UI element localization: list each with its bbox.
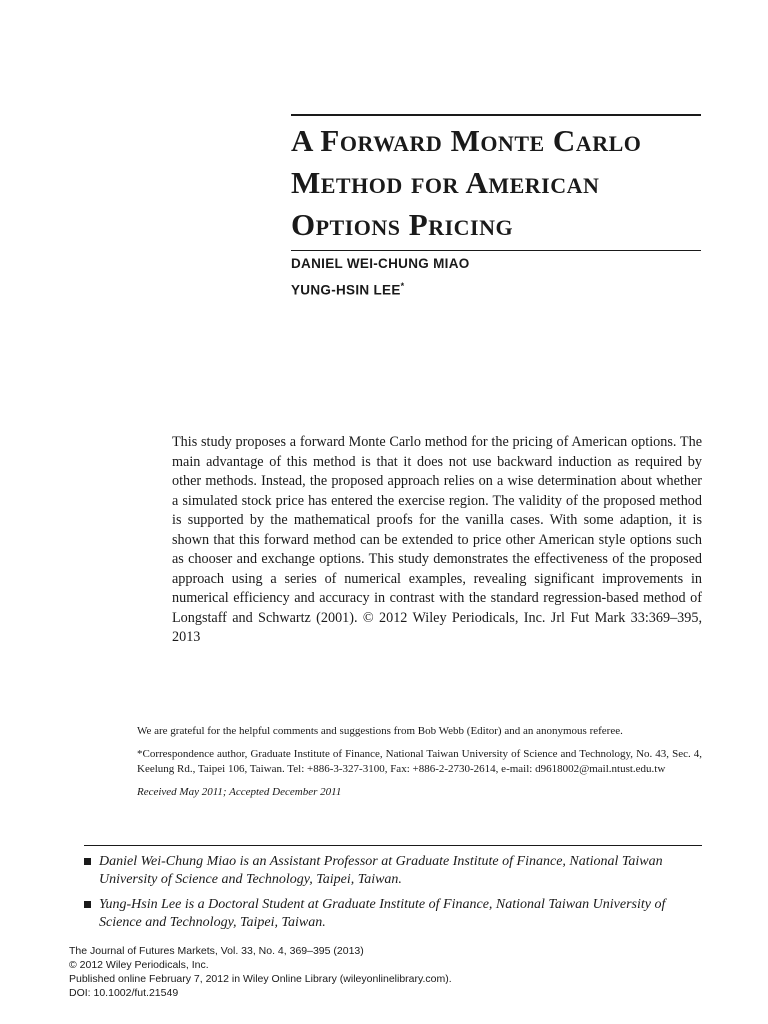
correspondence-mark: * bbox=[400, 281, 405, 291]
article-title bbox=[291, 120, 701, 246]
bio-divider bbox=[84, 845, 702, 846]
author-bios bbox=[84, 853, 702, 939]
title-line-1: A Forward Monte Carlo bbox=[291, 123, 642, 158]
author-second-name: YUNG-HSIN LEE bbox=[291, 282, 401, 298]
abstract: This study proposes a forward Monte Carlo method for the pricing of American options. The main advantage of this method is that it does not use backward induction as required by other methods. Instead, the proposed approach relies on a wise determination about whether a simulated stock price has entered the exercise region. The validity of the proposed method is supported by the mathematical proofs for the vanilla cases. With some adaption, it is shown that this forward method can be extended to price other American style options such as chooser and exchange options. This study demonstrates the effectiveness of the proposed approach using a series of numerical examples, revealing significant improvements in numerical efficiency and accuracy in contrast with the standard regression-based method of Longstaff and Schwartz (2001). © 2012 Wiley Periodicals, Inc. Jrl Fut Mark 33:369–395, 2013 bbox=[172, 434, 702, 645]
footnotes bbox=[137, 724, 702, 808]
title-line-3: Options Pricing bbox=[291, 207, 514, 242]
acknowledgment-note: We are grateful for the helpful comments and suggestions from Bob Webb (Editor) and an anonymous referee. bbox=[137, 725, 623, 737]
bio-text: Yung-Hsin Lee is a Doctoral Student at Graduate Institute of Finance, National Taiwan University of Science and Technology, Taipei, Taiwan. bbox=[99, 897, 666, 930]
publication-footer bbox=[69, 944, 689, 1000]
square-bullet-icon bbox=[84, 901, 91, 908]
title-top-rule bbox=[291, 114, 701, 116]
journal-citation: The Journal of Futures Markets, Vol. 33, No. 4, 369–395 (2013) bbox=[69, 945, 364, 957]
square-bullet-icon bbox=[84, 858, 91, 865]
bio-item bbox=[84, 896, 702, 932]
title-bottom-rule bbox=[291, 250, 701, 251]
correspondence-note: *Correspondence author, Graduate Institute of Finance, National Taiwan University of Science and Technology, No. 43, Sec. 4, Keelung Rd., Taipei 106, Taiwan. Tel: +886-3-327-3100, Fax: +886-2-2730-2614, e-mail: d9618002@mail.ntust.edu.tw bbox=[137, 748, 702, 775]
bio-item bbox=[84, 853, 702, 889]
bio-text: Daniel Wei-Chung Miao is an Assistant Professor at Graduate Institute of Finance, National Taiwan University of Science and Technology, Taipei, Taiwan. bbox=[99, 854, 663, 887]
author-second bbox=[291, 275, 470, 302]
published-online: Published online February 7, 2012 in Wiley Online Library (wileyonlinelibrary.com). bbox=[69, 973, 452, 985]
title-line-2: Method for American bbox=[291, 165, 600, 200]
author-first: DANIEL WEI-CHUNG MIAO bbox=[291, 256, 470, 271]
title-block bbox=[291, 114, 701, 251]
doi-line: DOI: 10.1002/fut.21549 bbox=[69, 987, 179, 999]
copyright-line: © 2012 Wiley Periodicals, Inc. bbox=[69, 959, 209, 971]
author-list bbox=[291, 253, 470, 302]
received-dates: Received May 2011; Accepted December 2011 bbox=[137, 786, 342, 798]
